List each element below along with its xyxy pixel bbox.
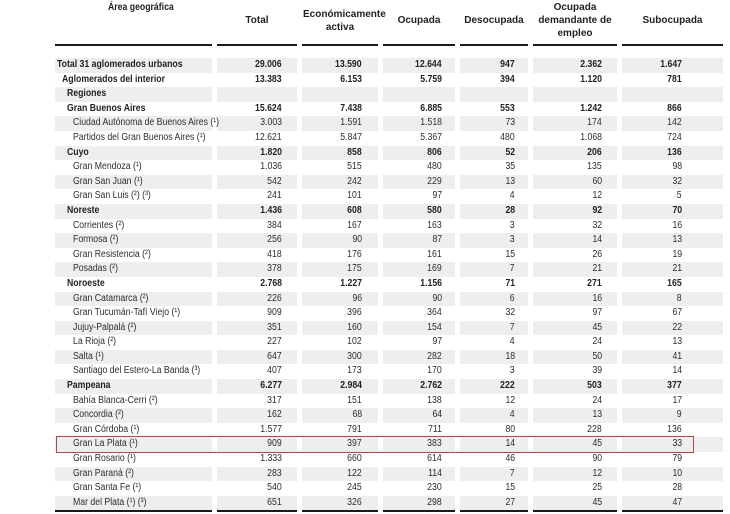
row-value: 60 (533, 175, 617, 190)
row-value: 8 (622, 292, 723, 307)
row-value (533, 87, 617, 102)
row-value: 176 (347, 248, 362, 260)
row-value: 169 (383, 262, 455, 277)
row-value: 6.277 (217, 379, 297, 394)
row-value: 50 (533, 350, 617, 365)
row-label: Aglomerados del interior (62, 73, 165, 85)
row-label-cell (55, 160, 212, 175)
row-value: 17 (672, 394, 682, 406)
data-row (55, 481, 723, 496)
row-value: 163 (427, 219, 442, 231)
row-label: Gran Rosario (¹) (73, 453, 136, 465)
row-value: 4 (460, 408, 528, 423)
row-label: Jujuy-Palpalá (²) (73, 321, 137, 333)
row-value: 6 (460, 292, 528, 307)
row-label: Gran Tucumán-Tafí Viejo (¹) (73, 307, 181, 319)
row-label: Partidos del Gran Buenos Aires (¹) (73, 131, 206, 143)
row-value: 396 (347, 307, 362, 319)
row-value: 45 (533, 496, 617, 511)
row-value: 135 (587, 161, 602, 173)
row-value: 228 (587, 423, 602, 435)
data-row (55, 233, 723, 248)
row-label: Noreste (67, 204, 100, 216)
row-value: 300 (302, 350, 378, 365)
row-value: 4 (510, 336, 515, 348)
row-label-cell (55, 379, 212, 394)
row-value: 138 (427, 394, 442, 406)
data-row (55, 408, 723, 423)
row-label-cell (55, 423, 212, 438)
data-row (55, 306, 723, 321)
data-row (55, 160, 723, 175)
row-value: 97 (432, 190, 442, 202)
group-row (55, 102, 723, 117)
row-value: 14 (672, 365, 682, 377)
row-label-cell (55, 437, 212, 452)
row-label: Ciudad Autónoma de Buenos Aires (¹) (73, 117, 220, 129)
row-value: 222 (460, 379, 528, 394)
row-value: 9 (622, 408, 723, 423)
data-row (55, 248, 723, 263)
population-table (50, 0, 728, 512)
row-value: 90 (383, 292, 455, 307)
row-label: Gran Paraná (²) (73, 467, 134, 479)
row-value: 241 (267, 190, 282, 202)
row-value: 351 (217, 321, 297, 336)
row-value: 660 (347, 453, 362, 465)
row-label: La Rioja (²) (73, 336, 117, 348)
row-value: 1.242 (580, 102, 602, 114)
row-value: 12 (592, 190, 602, 202)
col-header-desocupada: Desocupada (460, 0, 528, 46)
row-value (383, 87, 455, 102)
group-row (55, 379, 723, 394)
row-value: 15.624 (255, 102, 282, 114)
row-value: 394 (500, 73, 515, 85)
row-value: 909 (217, 437, 297, 452)
row-label: Gran Mendoza (¹) (73, 161, 142, 173)
row-value: 271 (587, 277, 602, 289)
row-value: 160 (302, 321, 378, 336)
row-label-cell (55, 102, 212, 117)
row-value: 24 (592, 336, 602, 348)
row-value: 92 (533, 204, 617, 219)
row-label-cell (55, 219, 212, 234)
data-row (55, 189, 723, 204)
row-value: 136 (667, 423, 682, 435)
row-value: 90 (592, 453, 602, 465)
row-value: 317 (267, 394, 282, 406)
row-value: 154 (383, 321, 455, 336)
row-label-cell (55, 335, 212, 350)
row-label: Santiago del Estero-La Banda (³) (73, 365, 201, 377)
row-value: 4 (510, 190, 515, 202)
row-value: 25 (592, 482, 602, 494)
row-label: Formosa (²) (73, 234, 119, 246)
group-row (55, 146, 723, 161)
row-label: Corrientes (²) (73, 219, 125, 231)
row-value: 282 (383, 350, 455, 365)
row-label: Cuyo (67, 146, 89, 158)
row-value: 16 (533, 292, 617, 307)
row-value: 16 (672, 219, 682, 231)
row-value: 64 (383, 408, 455, 423)
row-value: 418 (267, 248, 282, 260)
group-row (55, 87, 723, 102)
row-value: 70 (622, 204, 723, 219)
row-value: 24 (592, 394, 602, 406)
data-row (55, 219, 723, 234)
row-label-cell (55, 350, 212, 365)
data-row (55, 467, 723, 482)
row-label: Noroeste (67, 277, 105, 289)
row-value: 151 (347, 394, 362, 406)
row-label: Gran La Plata (¹) (73, 438, 138, 450)
row-value: 7 (460, 321, 528, 336)
data-row (55, 131, 723, 146)
row-label-cell (55, 364, 212, 379)
row-label: Bahía Blanca-Cerri (²) (73, 394, 158, 406)
row-value: 32 (622, 175, 723, 190)
row-value: 3 (460, 233, 528, 248)
row-value: 142 (622, 116, 723, 131)
row-value: 245 (347, 482, 362, 494)
row-value: 136 (622, 146, 723, 161)
row-label: Gran Córdoba (¹) (73, 423, 140, 435)
row-label-cell (55, 131, 212, 146)
row-value: 12.644 (383, 58, 455, 73)
row-value: 651 (217, 496, 297, 511)
row-value: 580 (383, 204, 455, 219)
row-label-cell (55, 73, 212, 88)
row-value: 79 (672, 453, 682, 465)
row-value: 1.068 (580, 131, 602, 143)
row-value: 33 (622, 437, 723, 452)
row-label-cell (55, 394, 212, 409)
row-value: 378 (217, 262, 297, 277)
row-value: 32 (505, 307, 515, 319)
row-value: 98 (672, 161, 682, 173)
row-value: 3 (510, 219, 515, 231)
row-value: 781 (667, 73, 682, 85)
row-label: Posadas (²) (73, 263, 118, 275)
row-value: 18 (460, 350, 528, 365)
bottom-rule (55, 510, 723, 512)
row-value: 13.590 (302, 58, 378, 73)
row-value: 858 (302, 146, 378, 161)
row-value: 97 (592, 307, 602, 319)
row-value: 114 (383, 467, 455, 482)
row-label-cell (55, 262, 212, 277)
row-value: 28 (672, 482, 682, 494)
row-value: 1.156 (420, 277, 442, 289)
col-header-total: Total (217, 0, 297, 46)
row-label-cell (55, 292, 212, 307)
row-value: 227 (267, 336, 282, 348)
row-value: 46 (505, 453, 515, 465)
row-value: 226 (217, 292, 297, 307)
data-row (55, 452, 723, 467)
row-value: 80 (505, 423, 515, 435)
row-value: 174 (533, 116, 617, 131)
row-value: 96 (302, 292, 378, 307)
data-row (55, 423, 723, 438)
row-value: 503 (533, 379, 617, 394)
data-row (55, 437, 723, 452)
row-value: 13 (622, 233, 723, 248)
row-value: 15 (505, 248, 515, 260)
row-value: 97 (432, 336, 442, 348)
row-value: 647 (217, 350, 297, 365)
row-value: 29.006 (217, 58, 297, 73)
data-row (55, 364, 723, 379)
row-value: 1.436 (217, 204, 297, 219)
table-footer (55, 510, 723, 512)
row-value: 540 (267, 482, 282, 494)
row-value: 377 (622, 379, 723, 394)
row-value: 12.621 (255, 131, 282, 143)
col-header-ocupada-demandante: Ocupada demandante de empleo (533, 0, 617, 46)
row-value: 7 (460, 467, 528, 482)
row-value: 26 (592, 248, 602, 260)
row-value: 553 (500, 102, 515, 114)
row-value: 170 (427, 365, 442, 377)
data-row (55, 262, 723, 277)
data-row (55, 321, 723, 336)
row-value: 52 (460, 146, 528, 161)
row-value: 947 (460, 58, 528, 73)
row-value: 2.768 (260, 277, 282, 289)
row-value: 14 (460, 437, 528, 452)
group-row (55, 277, 723, 292)
row-label-cell (55, 321, 212, 336)
row-value: 27 (460, 496, 528, 511)
row-label-cell (55, 175, 212, 190)
row-value: 1.333 (260, 453, 282, 465)
table-body (55, 46, 723, 510)
col-header-subocupada: Subocupada (622, 0, 723, 46)
row-value: 5.759 (420, 73, 442, 85)
group-row (55, 73, 723, 88)
row-value: 67 (672, 307, 682, 319)
row-value: 14 (533, 233, 617, 248)
row-value: 39 (592, 365, 602, 377)
row-value: 397 (302, 437, 378, 452)
header-spacer (55, 46, 723, 58)
row-label-cell (55, 204, 212, 219)
row-label: Concordia (²) (73, 409, 124, 421)
row-value: 21 (533, 262, 617, 277)
row-value: 13.383 (255, 73, 282, 85)
col-header-area: Área geográfica (55, 0, 212, 46)
row-value: 407 (267, 365, 282, 377)
row-value: 298 (383, 496, 455, 511)
row-value: 122 (302, 467, 378, 482)
data-row (55, 496, 723, 511)
row-value: 256 (217, 233, 297, 248)
row-value: 614 (427, 453, 442, 465)
row-value: 1.036 (260, 161, 282, 173)
col-header-ocupada: Ocupada (383, 0, 455, 46)
row-value: 711 (428, 423, 442, 435)
row-label: Gran San Luis (²) (³) (73, 190, 151, 202)
row-label-cell (55, 233, 212, 248)
row-value: 6.885 (420, 102, 442, 114)
row-value: 909 (267, 307, 282, 319)
row-value: 161 (427, 248, 442, 260)
row-value: 102 (347, 336, 362, 348)
group-row (55, 58, 723, 73)
row-label: Gran Santa Fe (¹) (73, 482, 142, 494)
row-label: Gran Resistencia (²) (73, 248, 151, 260)
row-value (460, 87, 528, 102)
row-label: Mar del Plata (¹) (³) (73, 496, 147, 508)
row-value: 5.367 (420, 131, 442, 143)
row-label-cell (55, 496, 212, 511)
row-value: 364 (427, 307, 442, 319)
row-value: 480 (427, 161, 442, 173)
row-value: 1.647 (622, 58, 723, 73)
row-value: 13 (460, 175, 528, 190)
row-value: 1.227 (340, 277, 362, 289)
row-label-cell (55, 408, 212, 423)
data-row (55, 335, 723, 350)
row-value: 45 (533, 321, 617, 336)
row-value: 1.820 (217, 146, 297, 161)
row-value: 28 (460, 204, 528, 219)
row-value: 2.984 (302, 379, 378, 394)
row-value: 1.518 (383, 116, 455, 131)
row-value: 13 (672, 336, 682, 348)
row-label-cell (55, 116, 220, 131)
row-value: 41 (622, 350, 723, 365)
row-value: 383 (383, 437, 455, 452)
data-row (55, 116, 723, 131)
row-label-cell (55, 248, 212, 263)
row-value: 3 (510, 365, 515, 377)
row-value: 90 (302, 233, 378, 248)
row-value: 19 (672, 248, 682, 260)
row-value: 230 (427, 482, 442, 494)
row-label-cell (55, 467, 212, 482)
row-value: 87 (383, 233, 455, 248)
row-value: 206 (533, 146, 617, 161)
row-value: 608 (302, 204, 378, 219)
header-row (55, 0, 723, 46)
row-value: 7.438 (340, 102, 362, 114)
row-label: Regiones (67, 88, 107, 100)
row-label-cell (55, 277, 212, 292)
row-value: 1.120 (580, 73, 602, 85)
data-row (55, 350, 723, 365)
row-label-cell (55, 189, 212, 204)
row-value: 229 (383, 175, 455, 190)
row-value: 283 (217, 467, 297, 482)
row-label-cell (55, 58, 212, 73)
row-value: 35 (505, 161, 515, 173)
row-value: 22 (622, 321, 723, 336)
row-value: 32 (592, 219, 602, 231)
row-value: 791 (347, 423, 362, 435)
data-row (55, 394, 723, 409)
row-label-cell (55, 146, 212, 161)
row-label: Salta (¹) (73, 350, 104, 362)
row-label-cell (55, 481, 212, 496)
row-value: 515 (347, 161, 362, 173)
row-value: 384 (267, 219, 282, 231)
row-label-cell (55, 306, 212, 321)
group-row (55, 204, 723, 219)
row-value: 71 (505, 277, 515, 289)
row-value: 5.847 (340, 131, 362, 143)
row-label: Gran Buenos Aires (67, 102, 146, 114)
row-value: 68 (302, 408, 378, 423)
data-row (55, 175, 723, 190)
row-value: 12 (505, 394, 515, 406)
row-value: 724 (667, 131, 682, 143)
row-value: 15 (505, 482, 515, 494)
col-header-economicamente-activa: Económicamente activa (302, 0, 378, 46)
row-value: 12 (533, 467, 617, 482)
row-label: Total 31 aglomerados urbanos (57, 59, 183, 70)
row-value: 326 (302, 496, 378, 511)
row-value: 542 (217, 175, 297, 190)
row-value: 2.762 (383, 379, 455, 394)
row-label: Pampeana (67, 380, 111, 392)
row-value: 480 (500, 131, 515, 143)
row-label: Gran Catamarca (²) (73, 292, 149, 304)
row-value: 3.003 (217, 116, 297, 131)
row-value (302, 87, 378, 102)
row-value: 167 (347, 219, 362, 231)
row-value: 6.153 (340, 73, 362, 85)
row-value (217, 87, 297, 102)
row-value: 10 (622, 467, 723, 482)
row-value: 173 (347, 365, 362, 377)
row-value (622, 87, 723, 102)
row-value: 47 (622, 496, 723, 511)
row-value: 165 (667, 277, 682, 289)
table-header (55, 0, 723, 46)
data-row (55, 292, 723, 307)
row-value: 1.577 (260, 423, 282, 435)
row-value: 162 (217, 408, 297, 423)
row-value: 242 (302, 175, 378, 190)
row-value: 866 (667, 102, 682, 114)
row-value: 101 (347, 190, 362, 202)
row-value: 5 (677, 190, 682, 202)
row-value: 175 (302, 262, 378, 277)
row-value: 7 (460, 262, 528, 277)
row-label-cell (55, 87, 212, 102)
row-label-cell (55, 452, 212, 467)
row-value: 806 (383, 146, 455, 161)
row-value: 73 (460, 116, 528, 131)
row-label: Gran San Juan (¹) (73, 175, 143, 187)
row-value: 1.591 (302, 116, 378, 131)
row-value: 13 (533, 408, 617, 423)
row-value: 45 (533, 437, 617, 452)
row-value: 2.362 (533, 58, 617, 73)
row-value: 21 (622, 262, 723, 277)
